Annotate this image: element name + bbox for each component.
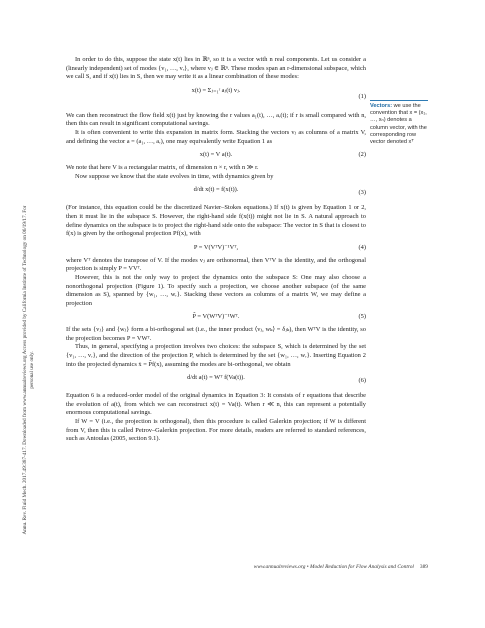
footer-running-title: www.annualreviews.org • Model Reduction for Flow Analysis and Control [253,564,414,570]
equation-text: P̃ = V(WᵀV)⁻¹Wᵀ. [192,313,240,321]
paragraph: In order to do this, suppose the state x(t) lies in ℝⁿ, so it is a vector with n real components. Let us consider a (linearly independent) set of modes {v₁, …, vᵣ}, where vⱼ ∈ ℝⁿ. These modes span an r-dimensional subspace, which we call S, and if x(t) lies in S, then we may write it as a linear combination of these modes: [66,56,366,81]
equation-5 [66,312,366,321]
paragraph: If W = V (i.e., the projection is orthogonal), then this procedure is called Galerkin projection; if W is different from V, then this is called Petrov–Galerkin projection. For more details, readers are referred to standard references, such as Antoulas (2005, section 9.1). [66,418,366,443]
paragraph: We note that here V is a rectangular matrix, of dimension n × r, with n ≫ r. [66,164,259,172]
sidebar-text: Annu. Rev. Fluid Mech. 2017.49:387-417. Downloaded from www.annualreviews.org Access provided by California Institute of Technology on 06/19/17. For personal use only. [22,205,35,535]
equation-text: d/dt x(t) = f(x(t)). [193,186,239,194]
equation-3 [66,185,366,199]
paragraph: We can then reconstruct the flow field x(t) just by knowing the r values a₁(t), …, aᵣ(t); if r is small compared with n, then this can result in significant computational savings. [66,111,366,128]
paragraph: It is often convenient to write this expansion in matrix form. Stacking the vectors vⱼ as columns of a matrix V, and defining the vector a = (a₁, …, aᵣ), one may equivalently write Equation 1 as [66,128,366,145]
margin-note [370,100,428,146]
page-footer [240,564,428,570]
equation-number: (3) [358,189,366,197]
equation-number: (4) [358,243,366,251]
equation-text: d/dt a(t) = Wᵀ f(Va(t)). [187,374,245,382]
margin-note-text: we use the convention that x = (x₁, …, xₙ) denotes a column vector, with the corresponding row vector denoted xᵀ [370,103,427,146]
margin-note-rule [370,100,428,101]
paragraph: Thus, in general, specifying a projection involves two choices: the subspace S, which is determined by the set {v₁, …, vᵣ}, and the direction of the projection P, which is determined by the set {w₁, …, wᵣ}. Inserting Equation 2 into the projected dynamics ẋ = P̃f(x), assuming the modes are bi-orthogonal, we obtain [66,343,366,368]
equation-6 [66,373,366,387]
paragraph: where Vᵀ denotes the transpose of V. If the modes vⱼ are orthonormal, then VᵀV is the identity, and the orthogonal projection is simply P = VVᵀ. [66,256,366,273]
paragraph: If the sets {vⱼ} and {wⱼ} form a bi-orthogonal set (i.e., the inner product ⟨vⱼ, wₖ⟩ = δⱼₖ), then WᵀV is the identity, so the projection becomes P = VWᵀ. [66,326,366,342]
equation-number: (6) [358,377,366,385]
paragraph: Equation 6 is a reduced-order model of the original dynamics in Equation 3: It consists of r equations that describe the evolution of a(t), from which we can reconstruct x(t) = Va(t). When r ≪ n, this can represent a potentially enormous computational savings. [66,392,366,417]
paragraph: However, this is not the only way to project the dynamics onto the subspace S: One may also choose a nonorthogonal projection (Figure 1). To specify such a projection, we choose another subspace (of the same dimension as S), spanned by {w₁, …, wᵣ}. Stacking these vectors as columns of a matrix W, we may define a projection [66,273,366,307]
equation-text: x(t) = V a(t). [199,151,233,159]
paragraph: Now suppose we know that the state evolves in time, with dynamics given by [75,172,274,180]
equation-1 [66,86,366,107]
margin-note-term: Vectors: [370,103,393,109]
equation-number: (1) [358,92,366,100]
sidebar-access-notice [22,200,52,540]
equation-number: (5) [358,313,366,321]
paragraph: (For instance, this equation could be the discretized Navier–Stokes equations.) If x(t) is given by Equation 1 or 2, then it must lie in the subspace S. However, the right-hand side f(x(t)) might not lie in S. A natural approach to define dynamics on the subspace is to project the right-hand side onto the subspace: The vector in S that is closest to f(x) is given by the orthogonal projection Pf(x), with [66,204,366,238]
article-body [66,56,366,444]
equation-text: P = V(VᵀV)⁻¹Vᵀ, [193,243,239,251]
page-number: 389 [419,564,428,570]
equation-number: (2) [358,151,366,159]
equation-text: x(t) = Σⱼ₌₁ʳ aⱼ(t) vⱼ. [191,86,241,94]
equation-2 [66,150,366,159]
equation-4 [66,243,366,252]
